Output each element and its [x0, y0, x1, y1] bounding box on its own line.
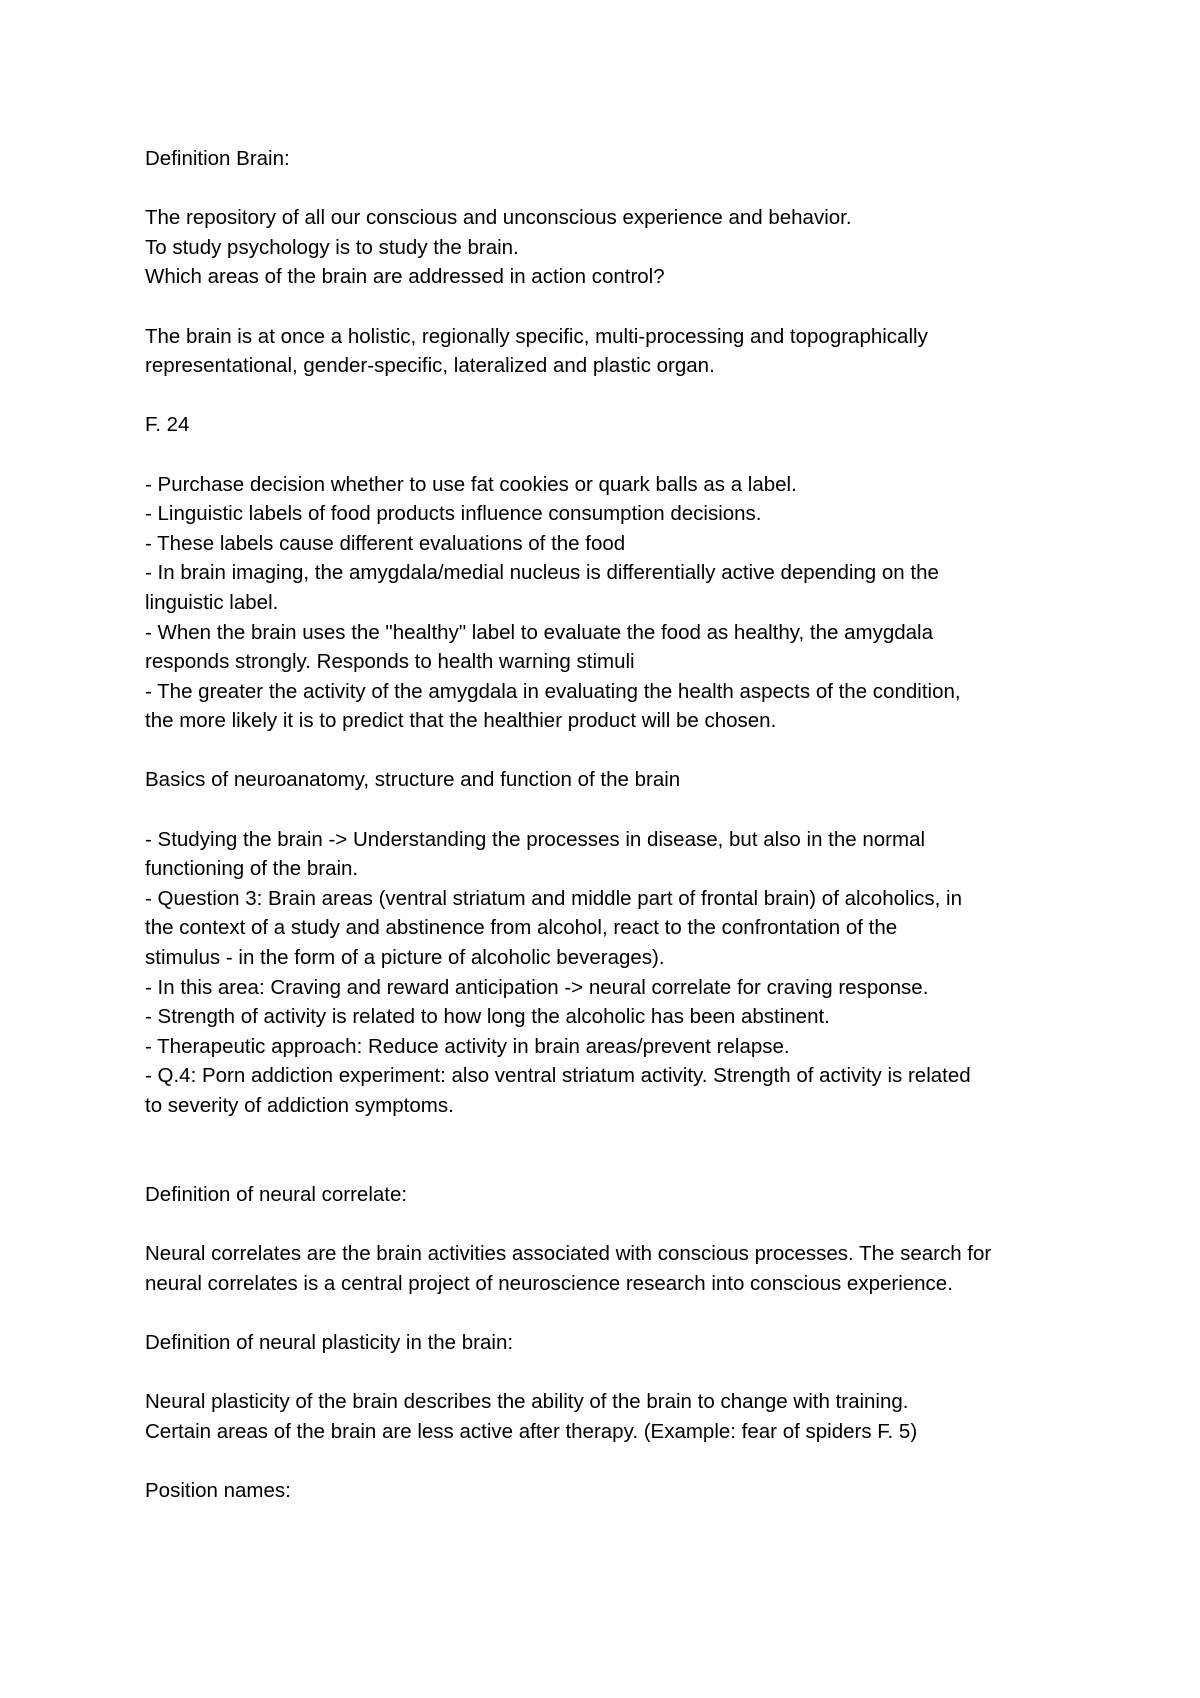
heading-text: Definition of neural correlate: [145, 1182, 408, 1206]
list-item-continuation: the more likely it is to predict that the healthier product will be chosen. [145, 709, 777, 733]
paragraph-line: neural correlates is a central project of neuroscience research into conscious experience. [145, 1271, 953, 1295]
f24-bullet-list [145, 470, 1085, 736]
brain-holistic-paragraph [145, 322, 1085, 381]
paragraph-line: To study psychology is to study the brain. [145, 235, 519, 259]
list-item: - Purchase decision whether to use fat cookies or quark balls as a label. [145, 472, 797, 496]
figure-reference-f24 [145, 410, 1085, 440]
list-item-continuation: to severity of addiction symptoms. [145, 1094, 454, 1117]
heading-text: Basics of neuroanatomy, structure and function of the brain [145, 768, 681, 792]
list-item: - When the brain uses the "healthy" label to evaluate the food as healthy, the amygdala [145, 620, 933, 644]
paragraph-line: The repository of all our conscious and unconscious experience and behavior. [145, 206, 852, 230]
heading-neural-correlate [145, 1180, 1085, 1210]
list-item: - Question 3: Brain areas (ventral striatum and middle part of frontal brain) of alcoholics, in [145, 886, 962, 910]
heading-neuroanatomy [145, 765, 1085, 795]
heading-position-names [145, 1476, 1085, 1506]
list-item: - Strength of activity is related to how long the alcoholic has been abstinent. [145, 1005, 830, 1029]
list-item: - Q.4: Porn addiction experiment: also ventral striatum activity. Strength of activity is related [145, 1064, 971, 1088]
list-item: - Linguistic labels of food products influence consumption decisions. [145, 502, 762, 526]
list-item: - In this area: Craving and reward anticipation -> neural correlate for craving response. [145, 975, 929, 999]
neural-plasticity-paragraph [145, 1387, 1085, 1446]
neural-correlate-paragraph [145, 1239, 1085, 1298]
document-body [145, 144, 1085, 1535]
list-item-continuation: linguistic label. [145, 590, 279, 614]
paragraph-line: Neural correlates are the brain activities associated with conscious processes. The search for [145, 1241, 992, 1265]
list-item-continuation: stimulus - in the form of a picture of alcoholic beverages). [145, 946, 665, 970]
figure-label: F. 24 [145, 413, 190, 437]
list-item-continuation: responds strongly. Responds to health warning stimuli [145, 650, 635, 674]
paragraph-line: The brain is at once a holistic, regionally specific, multi-processing and topographically [145, 324, 928, 348]
heading-neural-plasticity [145, 1328, 1085, 1358]
list-item-continuation: the context of a study and abstinence from alcohol, react to the confrontation of the [145, 916, 898, 940]
brain-definition-paragraph [145, 203, 1085, 292]
paragraph-line: Which areas of the brain are addressed in action control? [145, 265, 665, 289]
list-item: - The greater the activity of the amygdala in evaluating the health aspects of the condition, [145, 679, 961, 703]
paragraph-line: Neural plasticity of the brain describes the ability of the brain to change with training. [145, 1389, 909, 1413]
heading-text: Definition Brain: [145, 147, 290, 170]
list-item: - In brain imaging, the amygdala/medial nucleus is differentially active depending on the [145, 561, 939, 585]
neuroanatomy-bullet-list [145, 825, 1085, 1121]
heading-text: Definition of neural plasticity in the brain: [145, 1330, 514, 1354]
list-item: - These labels cause different evaluations of the food [145, 531, 626, 555]
paragraph-line: representational, gender-specific, lateralized and plastic organ. [145, 354, 715, 378]
heading-text: Position names: [145, 1478, 291, 1502]
paragraph-line: Certain areas of the brain are less active after therapy. (Example: fear of spiders F. 5) [145, 1419, 918, 1443]
heading-definition-brain [145, 144, 1085, 174]
list-item: - Studying the brain -> Understanding the processes in disease, but also in the normal [145, 827, 926, 851]
list-item-continuation: functioning of the brain. [145, 857, 359, 881]
list-item: - Therapeutic approach: Reduce activity in brain areas/prevent relapse. [145, 1034, 790, 1058]
